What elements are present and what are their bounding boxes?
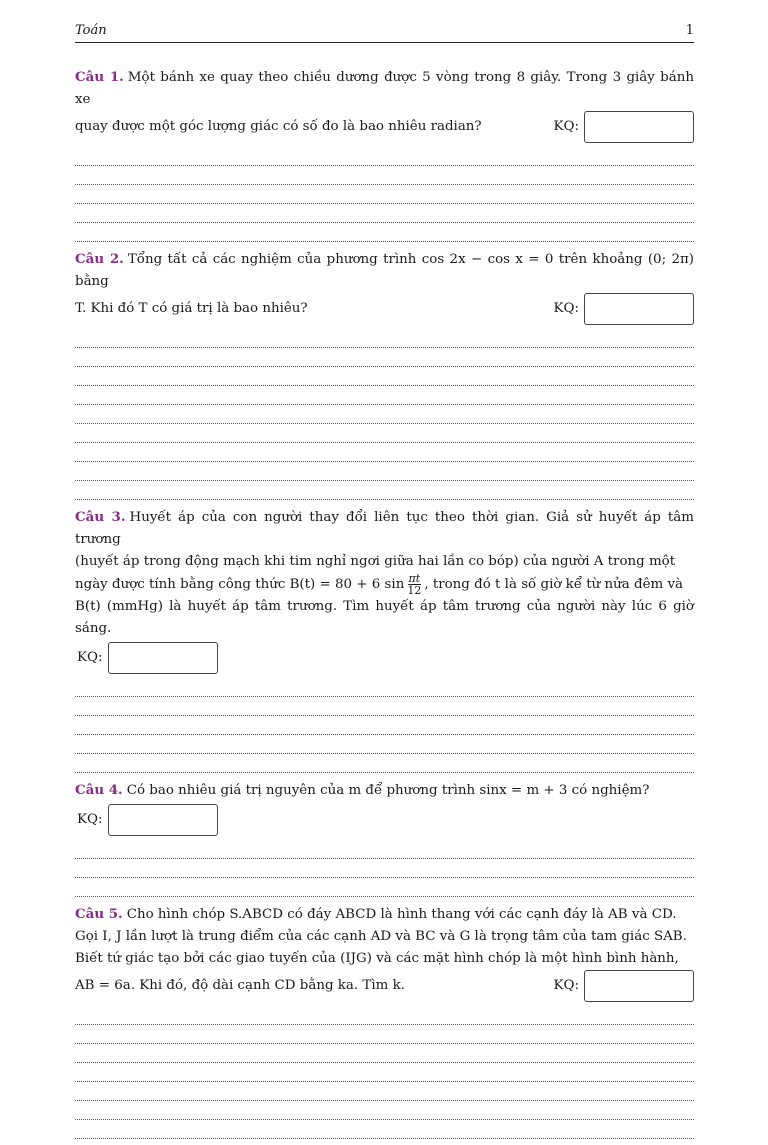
question-number: Câu 5.: [75, 906, 123, 922]
answer-lines: [75, 678, 694, 773]
question-text: AB = 6a. Khi đó, độ dài cạnh CD bằng ka. Tìm k.: [75, 978, 405, 993]
dotted-answer-line: [75, 386, 694, 405]
dotted-answer-line: [75, 462, 694, 481]
dotted-answer-line: [75, 1025, 694, 1044]
dotted-answer-line: [75, 329, 694, 348]
question-3: [75, 506, 694, 674]
answer-label: KQ:: [77, 812, 103, 827]
worksheet-content: [75, 66, 694, 1145]
answer-lines: [75, 840, 694, 897]
question-5: [75, 903, 694, 1002]
question-text: Một bánh xe quay theo chiều dương được 5 vòng trong 8 giây. Trong 3 giây bánh xe: [75, 70, 694, 107]
subject-title: Toán: [75, 23, 107, 38]
answer-field: [77, 642, 694, 674]
dotted-answer-line: [75, 1101, 694, 1120]
fraction-numerator: πt: [408, 572, 421, 585]
question-text: , trong đó t là số giờ kể từ nửa đêm và: [424, 577, 684, 592]
fraction-denominator: 12: [407, 584, 422, 597]
dotted-answer-line: [75, 716, 694, 735]
question-1: [75, 66, 694, 143]
question-text: T. Khi đó T có giá trị là bao nhiêu?: [75, 301, 308, 316]
dotted-answer-line: [75, 424, 694, 443]
answer-lines: [75, 1006, 694, 1139]
question-4: [75, 779, 694, 836]
dotted-answer-line: [75, 1044, 694, 1063]
answer-label: KQ:: [77, 650, 103, 665]
page-number: 1: [685, 23, 694, 38]
dotted-answer-line: [75, 754, 694, 773]
question-text: Có bao nhiêu giá trị nguyên của m để phương trình sinx = m + 3 có nghiệm?: [126, 783, 650, 798]
question-text: Tổng tất cả các nghiệm của phương trình cos 2x − cos x = 0 trên khoảng (0; 2π) bằng: [75, 252, 694, 289]
question-number: Câu 2.: [75, 251, 124, 267]
dotted-answer-line: [75, 443, 694, 462]
question-text: Huyết áp của con người thay đổi liên tục theo thời gian. Giả sử huyết áp tâm trương: [75, 510, 694, 547]
answer-box[interactable]: [584, 293, 694, 325]
dotted-answer-line: [75, 348, 694, 367]
dotted-answer-line: [75, 1063, 694, 1082]
dotted-answer-line: [75, 678, 694, 697]
question-text: Biết tứ giác tạo bởi các giao tuyến của (IJG) và các mặt hình chóp là một hình bình hành,: [75, 951, 679, 966]
answer-lines: [75, 147, 694, 242]
question-text: quay được một góc lượng giác có số đo là bao nhiêu radian?: [75, 119, 482, 134]
dotted-answer-line: [75, 1006, 694, 1025]
answer-label: KQ:: [553, 301, 579, 316]
question-text: (huyết áp trong động mạch khi tim nghỉ ngơi giữa hai lần co bóp) của người A trong một: [75, 554, 676, 569]
answer-box[interactable]: [108, 642, 218, 674]
question-text: B(t) (mmHg) là huyết áp tâm trương. Tìm huyết áp tâm trương của người này lúc 6 giờ sáng.: [75, 599, 694, 636]
dotted-answer-line: [75, 204, 694, 223]
dotted-answer-line: [75, 405, 694, 424]
dotted-answer-line: [75, 147, 694, 166]
question-text: ngày được tính bằng công thức B(t) = 80 + 6 sin: [75, 577, 405, 592]
question-text: Cho hình chóp S.ABCD có đáy ABCD là hình thang với các cạnh đáy là AB và CD.: [126, 907, 677, 922]
question-2: [75, 248, 694, 325]
question-text: Gọi I, J lần lượt là trung điểm của các cạnh AD và BC và G là trọng tâm của tam giác SAB.: [75, 929, 687, 944]
dotted-answer-line: [75, 878, 694, 897]
dotted-answer-line: [75, 367, 694, 386]
dotted-answer-line: [75, 840, 694, 859]
answer-field: [77, 804, 694, 836]
dotted-answer-line: [75, 166, 694, 185]
question-number: Câu 1.: [75, 69, 124, 85]
page-header: [75, 22, 694, 43]
question-number: Câu 3.: [75, 509, 126, 525]
answer-field: [554, 111, 695, 143]
answer-label: KQ:: [553, 119, 579, 134]
dotted-answer-line: [75, 481, 694, 500]
answer-box[interactable]: [584, 111, 694, 143]
dotted-answer-line: [75, 697, 694, 716]
dotted-answer-line: [75, 1082, 694, 1101]
dotted-answer-line: [75, 735, 694, 754]
question-number: Câu 4.: [75, 782, 123, 798]
answer-box[interactable]: [584, 970, 694, 1002]
answer-label: KQ:: [553, 978, 579, 993]
answer-field: [554, 293, 695, 325]
fraction: [406, 573, 422, 596]
dotted-answer-line: [75, 1120, 694, 1139]
answer-lines: [75, 329, 694, 500]
dotted-answer-line: [75, 859, 694, 878]
dotted-answer-line: [75, 185, 694, 204]
dotted-answer-line: [75, 223, 694, 242]
answer-field: [554, 970, 695, 1002]
answer-box[interactable]: [108, 804, 218, 836]
